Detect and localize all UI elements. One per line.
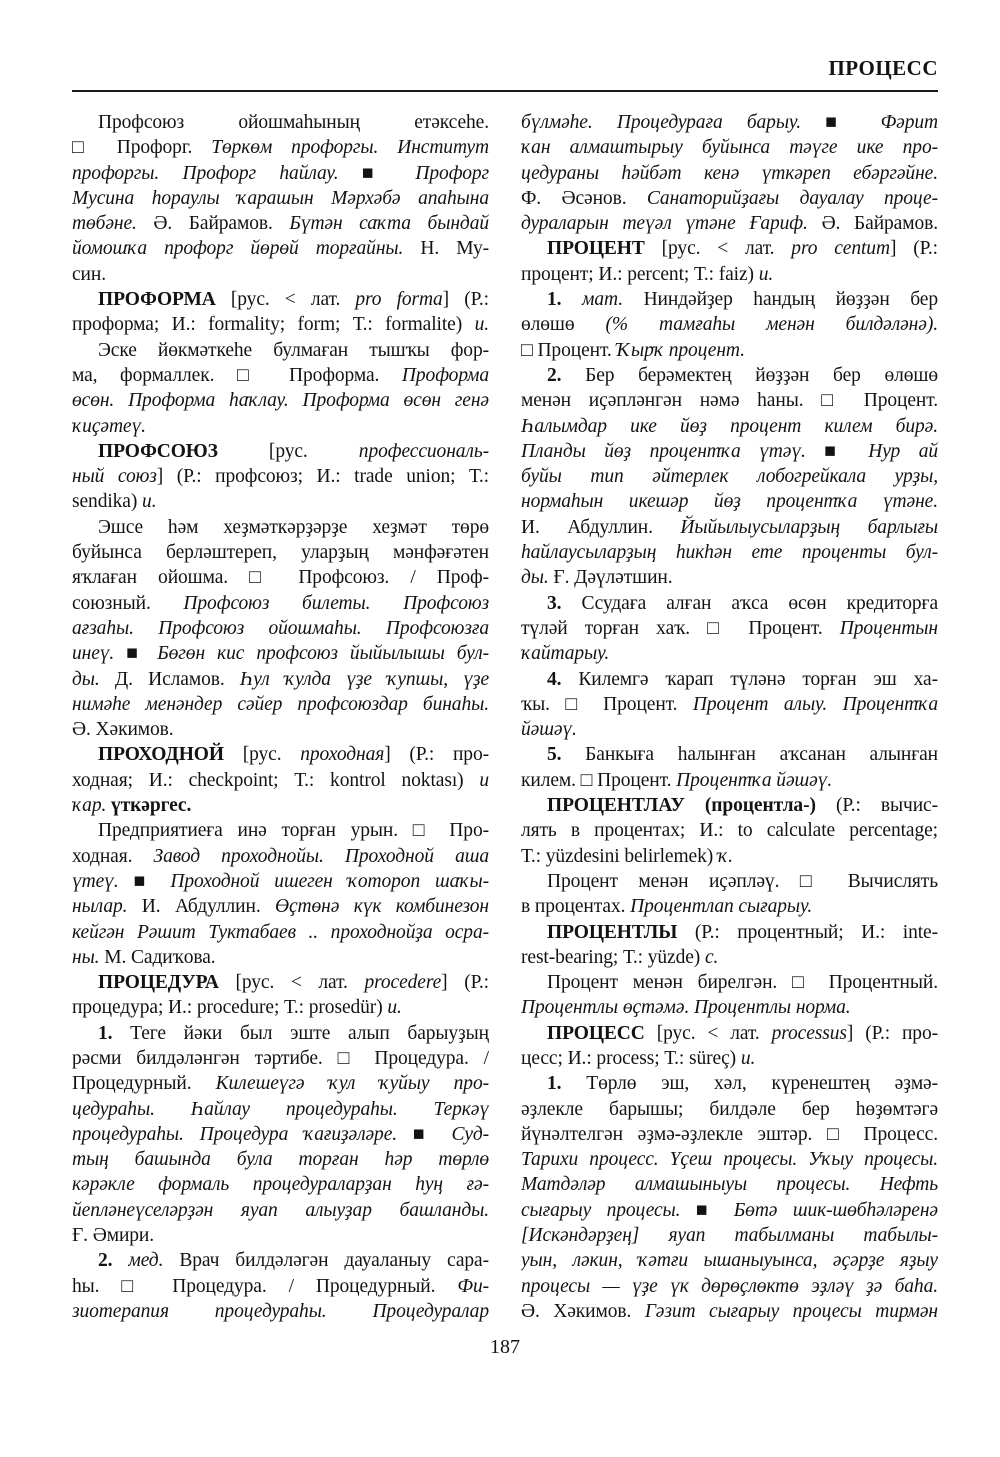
dictionary-line <box>72 236 489 261</box>
text-run: ды. <box>72 668 115 690</box>
text-run: рәсми билдәләнгән тәртибе. □ Процедура. / <box>72 1047 489 1069</box>
dictionary-line <box>521 1248 938 1273</box>
text-run: ] (Р.: <box>442 289 489 311</box>
text-run: нимәһе менәндер сәйер профсоюздар бинаһы. <box>72 693 489 715</box>
text-run: [рус. < лат. <box>235 972 365 994</box>
dictionary-line <box>521 844 938 869</box>
dictionary-line <box>72 995 489 1020</box>
dictionary-line <box>72 135 489 160</box>
dictionary-line <box>521 1097 938 1122</box>
text-run: ПРОЦЕНТЛАУ (процентла-) <box>547 795 836 817</box>
text-run: [рус. < лат. <box>661 238 792 260</box>
dictionary-line <box>521 515 938 540</box>
dictionary-line <box>521 439 938 464</box>
text-run: түләй торған хаҡ. □ Процент. <box>521 617 840 639</box>
dictionary-line <box>72 1147 489 1172</box>
dictionary-line <box>72 717 489 742</box>
text-run: Санаторийҙағы дауалау проце- <box>646 187 938 209</box>
text-run: 2. <box>98 1250 129 1272</box>
dictionary-line <box>72 1122 489 1147</box>
text-run: Төрлө эш, хәл, күренештең әҙмә- <box>586 1073 938 1095</box>
text-run: (Р.: вычис- <box>835 795 938 817</box>
text-run: □ Процент. <box>521 339 617 361</box>
dictionary-line <box>521 1021 938 1046</box>
text-run: ] (Р.: профсоюз; И.: trade union; Т.: <box>156 466 489 488</box>
text-run: ПРОЦЕНТЛЫ <box>547 921 695 943</box>
text-run: ПРОЦЕСС <box>547 1022 657 1044</box>
text-run: Проходной ишеген ҡотороп шаҡы- <box>170 870 489 892</box>
text-run: Ҡырҡ процент. <box>616 339 745 361</box>
text-run: Процентҡа йәшәү. <box>676 769 833 791</box>
text-run: ] (Р.: про- <box>384 744 489 766</box>
dictionary-line <box>72 768 489 793</box>
dictionary-line <box>521 717 938 742</box>
text-run: Процент менән иҫәпләү. □ Вычислять <box>547 870 938 892</box>
text-run: йүнәлтелгән әҙмә-әҙлекле эштәр. □ Процесс. <box>521 1123 938 1145</box>
text-run: Банкыға һалынған аҡсанан алынған <box>585 744 938 766</box>
dictionary-line <box>521 338 938 363</box>
dictionary-line <box>521 641 938 666</box>
text-run: Процент менән бирелгән. □ Процентный. <box>547 972 938 994</box>
text-run: М. Садиҡова. <box>104 946 216 968</box>
dictionary-line <box>521 565 938 590</box>
dictionary-line <box>521 768 938 793</box>
text-run: (Р.: процентный; И.: inte- <box>694 921 938 943</box>
text-run: өлөшө <box>521 314 606 336</box>
text-run: син. <box>72 263 107 285</box>
text-run: ] (Р.: про- <box>846 1022 938 1044</box>
text-run: Һалымдар ике йөҙ процент килем бирә. <box>521 415 938 437</box>
dictionary-line <box>72 489 489 514</box>
text-run: ПРОФОРМА <box>98 289 231 311</box>
text-run: Фи- <box>457 1275 489 1297</box>
dictionary-line <box>72 1046 489 1071</box>
text-run: и <box>479 769 489 791</box>
text-run: Ниндәйҙер һандың йөҙҙән бер <box>643 289 938 311</box>
running-head <box>0 0 1000 80</box>
text-run: Килемгә ҡарап түләнә торған эш ха- <box>578 668 938 690</box>
dictionary-line <box>521 414 938 439</box>
text-run: 1. <box>98 1022 131 1044</box>
text-run: буйынса берләштереп, уларҙың мәнфәғәтен <box>72 542 489 564</box>
text-run: с. <box>704 946 719 968</box>
dictionary-line <box>72 338 489 363</box>
text-run: 1. <box>547 1073 587 1095</box>
text-run: ма, формаллек. □ Проформа. <box>72 364 402 386</box>
page-number: 187 <box>490 1336 520 1359</box>
dictionary-line <box>72 616 489 641</box>
text-run: процедураһы. Процедура ҡағиҙәләре. <box>72 1123 413 1145</box>
text-run: Процентын <box>839 617 938 639</box>
dictionary-line <box>521 970 938 995</box>
text-run: ПРОЦЕНТ <box>547 238 662 260</box>
text-run: Ә. Хәкимов. <box>72 719 174 741</box>
text-run: проходная <box>300 744 385 766</box>
text-run: ПРОХОДНОЙ <box>98 744 243 766</box>
text-run: Бөгөн кис профсоюз йыйылышы бул- <box>157 643 489 665</box>
dictionary-line <box>521 1071 938 1096</box>
text-run: профоргы. Профорг һайлау. <box>72 162 362 184</box>
dictionary-line <box>72 388 489 413</box>
dictionary-line <box>72 211 489 236</box>
dictionary-line <box>72 641 489 666</box>
dictionary-line <box>72 692 489 717</box>
dictionary-line <box>72 970 489 995</box>
dictionary-line <box>72 742 489 767</box>
text-run: йомошҡа профорг йөрөй торғайны. <box>72 238 421 260</box>
text-run: и. <box>142 491 157 513</box>
dictionary-line <box>521 1122 938 1147</box>
dictionary-line <box>521 667 938 692</box>
dictionary-line <box>521 135 938 160</box>
text-run: цедураны һәйбәт кенә үткәреп ебәргәйне. <box>521 162 938 184</box>
text-run: ҡар. <box>72 795 112 817</box>
text-run: Процентлы өҫтәмә. Процентлы норма. <box>521 997 851 1019</box>
dictionary-line <box>72 363 489 388</box>
dictionary-line <box>72 844 489 869</box>
running-head-title: ПРОЦЕСС <box>828 56 938 80</box>
text-run: ходная. <box>72 845 154 867</box>
dictionary-line <box>72 869 489 894</box>
text-run: [рус. < лат. <box>230 289 356 311</box>
text-run: ПРОЦЕДУРА <box>98 972 236 994</box>
dictionary-line <box>72 439 489 464</box>
text-run: ■ <box>412 1123 452 1145</box>
dictionary-line <box>72 540 489 565</box>
text-run: Т.: yüzdesini belirlemek) <box>521 845 718 867</box>
text-run: И. Абдуллин. <box>521 516 681 538</box>
dictionary-line <box>72 894 489 919</box>
text-run: Врач билдәләгән дауаланыу сара- <box>179 1250 489 1272</box>
text-run: бүлмәһе. Процедураға барыу. <box>521 112 826 133</box>
text-run: дураларын теүәл үтәне Ғариф. <box>521 213 822 235</box>
text-run: ҡы. □ Процент. <box>521 693 693 715</box>
text-run: Ә. Хәкимов. <box>521 1300 645 1322</box>
text-run: ■ <box>126 643 158 665</box>
dictionary-line <box>521 616 938 641</box>
text-run: йепләнеүселәрҙән яуап алыуҙар башланды. <box>72 1199 489 1221</box>
dictionary-line <box>72 1198 489 1223</box>
text-run: Ф. Әсәнов. <box>521 187 647 209</box>
dictionary-line <box>72 1021 489 1046</box>
dictionary-line <box>72 287 489 312</box>
text-run: процесы — үҙе үк дөрөҫлөктө эҙләү ҙә баһа. <box>521 1275 938 1297</box>
text-run: Проформа <box>401 364 489 386</box>
text-run: в процентах. <box>521 896 631 918</box>
text-run: Ғ. Әмири. <box>72 1225 155 1247</box>
text-run: яҡлаған ойошма. □ Профсоюз. / Проф- <box>72 567 489 589</box>
text-run: Процент алыу. Процентҡа <box>692 693 938 715</box>
text-run: процедура; И.: procedure; Т.: prosedür) <box>72 997 388 1019</box>
text-run: [рус. <box>242 744 301 766</box>
text-run: ный союз <box>72 466 157 488</box>
dictionary-line <box>72 565 489 590</box>
text-run: Эшсе һәм хеҙмәткәрҙәрҙе хеҙмәт төрө <box>98 516 489 538</box>
text-run: Эске йөкмәткеһе булмаған тышҡы фор- <box>98 339 489 361</box>
text-run: Төркөм профоргы. Институт <box>211 137 489 159</box>
dictionary-line <box>521 1172 938 1197</box>
text-run: сығарыу процесы. <box>521 1199 696 1221</box>
dictionary-line <box>521 920 938 945</box>
text-run: цедураһы. Һайлау процедураһы. Теркәү <box>72 1098 489 1120</box>
dictionary-line <box>521 1046 938 1071</box>
dictionary-line <box>521 489 938 514</box>
text-run: ] (Р.: <box>441 972 489 994</box>
text-run: Нур ай <box>868 440 938 462</box>
dictionary-line <box>521 1223 938 1248</box>
header-rule <box>72 90 938 92</box>
text-columns <box>72 110 938 1324</box>
dictionary-line <box>72 1274 489 1299</box>
text-run: ■ <box>825 112 881 133</box>
text-run: [рус. < лат. <box>656 1022 772 1044</box>
text-run: мед. <box>128 1250 180 1272</box>
text-run: и. <box>474 314 489 336</box>
text-run: Н. Му- <box>420 238 489 260</box>
dictionary-line <box>72 515 489 540</box>
text-run: буйы тип әйтерлек лобогрейкала урҙы, <box>521 466 938 488</box>
dictionary-line <box>521 869 938 894</box>
text-run: менән иҫәпләнгән нәмә һаны. □ Процент. <box>521 390 938 412</box>
text-run: Гәзит сығарыу процесы тирмән <box>644 1300 938 1322</box>
dictionary-line <box>521 312 938 337</box>
text-run: и. <box>740 1047 756 1069</box>
text-run: processus <box>771 1022 847 1044</box>
dictionary-line <box>72 920 489 945</box>
dictionary-line <box>72 312 489 337</box>
text-run: □ Профорг. <box>72 137 212 159</box>
text-run: Бүтән саҡта бындай <box>289 213 489 235</box>
dictionary-line <box>521 262 938 287</box>
dictionary-line <box>72 667 489 692</box>
text-run: Ә. Байрамов. <box>153 213 290 235</box>
text-run: Һул ҡулда үҙе ҡупшы, үҙе <box>239 668 489 690</box>
text-run: Нефть <box>879 1174 938 1196</box>
dictionary-line <box>72 1097 489 1122</box>
text-run: Бер берәмектең йөҙҙән бер өлөшө <box>585 364 938 386</box>
text-run: Матдәләр алмашыныуы процесы. <box>521 1174 880 1196</box>
text-run: и. <box>387 997 402 1019</box>
text-run: Өҫтөнә күк комбинезон <box>275 896 489 918</box>
text-run: Тарихи процесс. Үҫеш процесы. Уҡыу процесы. <box>521 1149 938 1171</box>
text-run: мат. <box>582 289 644 311</box>
text-run: Теге йәки был эште алып барыуҙың <box>130 1022 489 1044</box>
dictionary-line <box>521 186 938 211</box>
text-run: ■ <box>361 162 416 184</box>
text-run: Д. Исламов. <box>114 668 240 690</box>
dictionary-line <box>72 818 489 843</box>
text-run: ҡ. <box>717 845 733 867</box>
text-run: Процентлап сығарыу. <box>630 896 813 918</box>
dictionary-line <box>521 692 938 717</box>
dictionary-line <box>72 1172 489 1197</box>
text-run: һайлаусыларҙың һикһән ете проценты бул- <box>521 542 938 564</box>
text-run: кәрәкле формаль процедураларҙан һуң ғә- <box>72 1174 489 1196</box>
text-run: зиотерапия процедураһы. Процедуралар <box>72 1300 489 1322</box>
dictionary-line <box>72 1299 489 1324</box>
text-run: Фәрит <box>880 112 938 133</box>
dictionary-line <box>521 1198 938 1223</box>
text-run: (% тамғаһы менән билдәләнә). <box>605 314 938 336</box>
text-run: нормаһын икешәр йөҙ процентҡа үтәне. <box>521 491 938 513</box>
dictionary-line <box>521 1147 938 1172</box>
text-run: Профорг <box>415 162 489 184</box>
text-run: ходная; И.: checkpoint; Т.: kontrol noktası) <box>72 769 480 791</box>
dictionary-line <box>521 793 938 818</box>
text-run: үтеү. <box>72 870 134 892</box>
text-run: ды. <box>521 567 554 589</box>
dictionary-line <box>521 388 938 413</box>
text-run: Йыйылыусыларҙың барлығы <box>680 516 938 538</box>
dictionary-line <box>72 1071 489 1096</box>
dictionary-line <box>72 945 489 970</box>
dictionary-line <box>521 161 938 186</box>
text-run: йәшәү. <box>521 719 577 741</box>
text-run: килем. □ Процент. <box>521 769 677 791</box>
dictionary-line <box>521 591 938 616</box>
text-run: 2. <box>547 364 586 386</box>
text-run: и. <box>758 263 774 285</box>
text-run: лять в процентах; И.: to calculate percentage; <box>521 820 938 842</box>
text-run: процент; И.: percent; Т.: faiz) <box>521 263 759 285</box>
dictionary-line <box>521 945 938 970</box>
dictionary-line <box>521 540 938 565</box>
text-run: ҡайтарыу. <box>521 643 610 665</box>
dictionary-line <box>521 742 938 767</box>
dictionary-line <box>521 110 938 135</box>
text-run: Ғ. Дәүләтшин. <box>553 567 673 589</box>
text-run: нылар. <box>72 896 142 918</box>
text-run: ағзаһы. Профсоюз ойошмаһы. Профсоюзға <box>72 617 489 639</box>
column-left <box>72 110 489 1324</box>
text-run: Профсоюз билеты. Профсоюз <box>183 592 489 614</box>
text-run: ■ <box>695 1199 734 1221</box>
text-run: һы. □ Процедура. / Процедурный. <box>72 1275 458 1297</box>
text-run: союзный. <box>72 592 184 614</box>
dictionary-line <box>521 211 938 236</box>
text-run: Бөтә шик-шөбһәләренә <box>733 1199 938 1221</box>
text-run: әҙлекле барышы; билдәле бер һөҙөмтәгә <box>521 1098 938 1120</box>
dictionary-line <box>521 894 938 919</box>
dictionary-line <box>521 236 938 261</box>
text-run: Ссудаға алған аҡса өсөн кредиторға <box>581 592 938 614</box>
dictionary-line <box>72 414 489 439</box>
dictionary-line <box>521 995 938 1020</box>
dictionary-line <box>521 1299 938 1324</box>
text-run: rest-bearing; Т.: yüzde) <box>521 946 705 968</box>
text-run: ■ <box>824 440 869 462</box>
text-run: Планды йөҙ процентҡа үтәү. <box>521 440 825 462</box>
text-run: [рус. <box>268 440 359 462</box>
text-run: 3. <box>547 592 582 614</box>
text-run: Мусина һораулы ҡарашын Мәрхәбә апаһына <box>72 187 489 209</box>
text-run: ны. <box>72 946 105 968</box>
dictionary-line <box>72 464 489 489</box>
dictionary-line <box>72 1223 489 1248</box>
dictionary-line <box>521 818 938 843</box>
text-run: ПРОФСОЮЗ <box>98 440 269 462</box>
text-run: проформа; И.: formality; form; Т.: formalite) <box>72 314 475 336</box>
dictionary-line <box>72 186 489 211</box>
text-run: ] (Р.: <box>889 238 938 260</box>
text-run: Профсоюз ойошмаһының етәксеһе. <box>98 112 489 133</box>
text-run: ҡан алмаштырыу буйынса тәүге ике про- <box>521 137 938 159</box>
text-run: тың башында була торған һәр төрлө <box>72 1149 489 1171</box>
dictionary-line <box>72 161 489 186</box>
text-run: профессиональ- <box>358 440 489 462</box>
text-run: pro forma <box>355 289 443 311</box>
text-run: инеү. <box>72 643 127 665</box>
dictionary-line <box>521 287 938 312</box>
text-run: Суд- <box>451 1123 489 1145</box>
text-run: Ә. Байрамов. <box>821 213 938 235</box>
dictionary-line <box>521 363 938 388</box>
column-right <box>521 110 938 1324</box>
text-run: үткәргес. <box>111 795 192 817</box>
text-run: төбәне. <box>72 213 154 235</box>
text-run: 4. <box>547 668 579 690</box>
dictionary-line <box>72 591 489 616</box>
text-run: Предприятиеға инә торған урын. □ Про- <box>98 820 489 842</box>
text-run: өсөн. Проформа һаҡлау. Проформа өсөн генә <box>72 390 489 412</box>
text-run: 5. <box>547 744 586 766</box>
text-run: ҡиҫәтеү. <box>72 415 146 437</box>
text-run: ■ <box>133 870 171 892</box>
text-run: кейгән Рәшит Туктабаев .. проходнойҙа осра- <box>72 921 489 943</box>
text-run: sendika) <box>72 491 143 513</box>
text-run: [Искәндәрҙең] яуап табылманы табылы- <box>521 1225 938 1247</box>
text-run: 1. <box>547 289 582 311</box>
text-run: уын, ләкин, ҡәтғи ышаныуынса, әҫәрҙе яҙыу <box>521 1250 938 1272</box>
text-run: procedere <box>364 972 442 994</box>
dictionary-line <box>72 793 489 818</box>
text-run: pro centum <box>791 238 890 260</box>
text-run: И. Абдуллин. <box>141 896 275 918</box>
text-run: цесс; И.: process; Т.: süreç) <box>521 1047 741 1069</box>
dictionary-line <box>521 1274 938 1299</box>
dictionary-line <box>72 262 489 287</box>
dictionary-line <box>521 464 938 489</box>
text-run: Процедурный. <box>72 1073 216 1095</box>
text-run: Килешеүгә ҡул ҡуйыу про- <box>215 1073 489 1095</box>
dictionary-line <box>72 110 489 135</box>
text-run: Завод проходнойы. Проходной аша <box>153 845 489 867</box>
dictionary-line <box>72 1248 489 1273</box>
